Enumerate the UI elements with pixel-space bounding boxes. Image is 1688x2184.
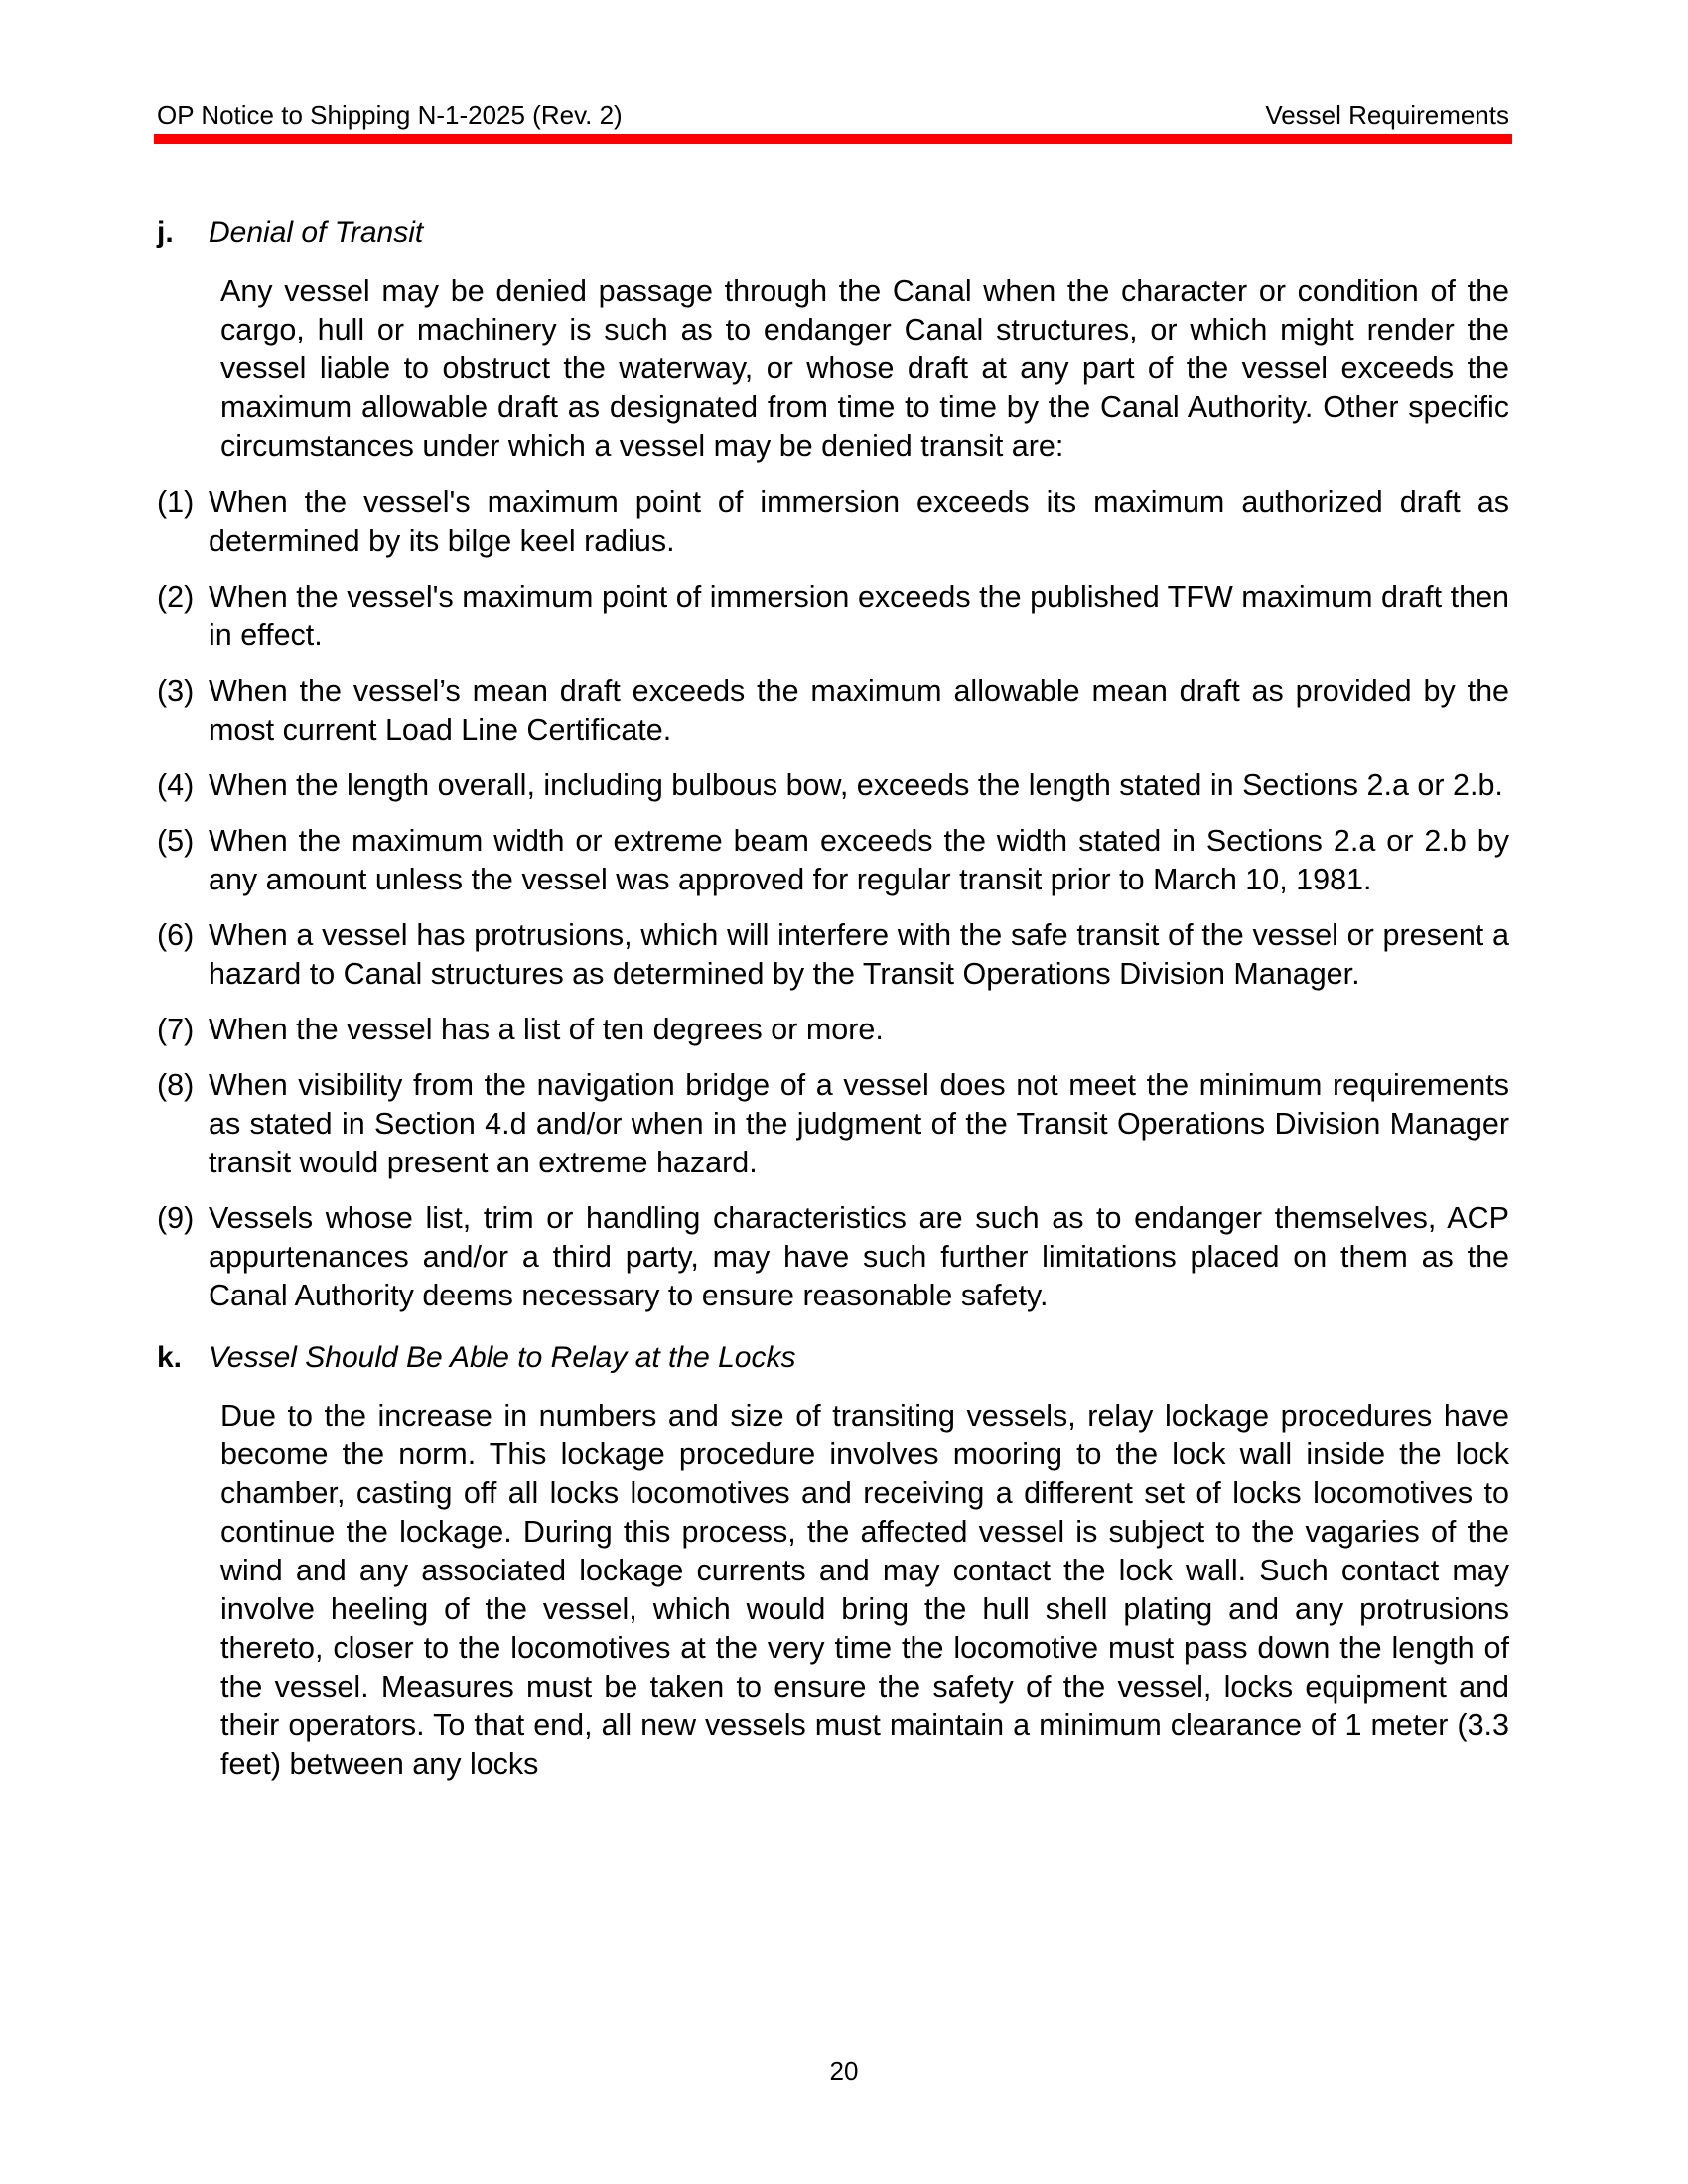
denial-criteria-list <box>157 483 1509 1315</box>
chapter-title: Vessel Requirements <box>1265 100 1509 130</box>
list-item-number: (2) <box>157 580 195 614</box>
list-item <box>157 822 1509 899</box>
list-item <box>157 672 1509 750</box>
list-item <box>157 578 1509 655</box>
list-item-number: (3) <box>157 674 195 708</box>
list-item-text: When the vessel's maximum point of immersion exceeds the published TFW maximum draft then in effect. <box>209 580 1509 652</box>
list-item-number: (6) <box>157 918 195 952</box>
page-body <box>157 212 1509 1802</box>
list-item <box>157 483 1509 561</box>
section-k-title: Vessel Should Be Able to Relay at the Locks <box>209 1341 796 1374</box>
section-k-body: Due to the increase in numbers and size of transiting vessels, relay lockage procedures have become the norm. This lockage procedure involves mooring to the lock wall inside the lock chamber, casting off all locks locomotives and receiving a different set of locks locomotives to continue the lockage. During this process, the affected vessel is subject to the vagaries of the wind and any associated lockage currents and may contact the lock wall. Such contact may involve heeling of the vessel, which would bring the hull shell plating and any protrusions thereto, closer to the locomotives at the very time the locomotive must pass down the length of the vessel. Measures must be taken to ensure the safety of the vessel, locks equipment and their operators. To that end, all new vessels must maintain a minimum clearance of 1 meter (3.3 feet) between any locks <box>220 1399 1509 1781</box>
header-divider <box>154 134 1512 144</box>
list-item-number: (4) <box>157 768 195 802</box>
list-item-text: When visibility from the navigation bridge of a vessel does not meet the minimum requirements as stated in Section 4.d and/or when in the judgment of the Transit Operations Division Manager transit would present an extreme hazard. <box>209 1068 1509 1179</box>
list-item-number: (9) <box>157 1201 195 1235</box>
list-item-text: When the length overall, including bulbous bow, exceeds the length stated in Sections 2.a or 2.b. <box>209 768 1503 802</box>
list-item-number: (1) <box>157 485 195 519</box>
document-title: OP Notice to Shipping N-1-2025 (Rev. 2) <box>157 100 623 130</box>
list-item-text: Vessels whose list, trim or handling characteristics are such as to endanger themselves, ACP appurtenances and/or a third party, may have such further limitations placed on them as the Canal Authority deems necessary to ensure reasonable safety. <box>209 1201 1509 1312</box>
list-item <box>157 1011 1509 1049</box>
list-item-number: (5) <box>157 824 195 858</box>
section-j-intro: Any vessel may be denied passage through the Canal when the character or condition of the cargo, hull or machinery is such as to endanger Canal structures, or which might render the vessel liable to obstruct the waterway, or whose draft at any part of the vessel exceeds the maximum allowable draft as designated from time to time by the Canal Authority. Other specific circumstances under which a vessel may be denied transit are: <box>220 274 1509 463</box>
section-j-heading <box>157 212 1509 254</box>
section-k-letter: k. <box>157 1341 183 1374</box>
page-header <box>157 97 1509 133</box>
list-item <box>157 1199 1509 1315</box>
page-number: 20 <box>829 2056 859 2086</box>
section-j-letter: j. <box>157 216 174 249</box>
list-item-text: When the maximum width or extreme beam exceeds the width stated in Sections 2.a or 2.b by any amount unless the vessel was approved for regular transit prior to March 10, 1981. <box>209 824 1509 896</box>
list-item-text: When the vessel has a list of ten degrees or more. <box>209 1013 884 1046</box>
section-j-title: Denial of Transit <box>209 216 424 249</box>
list-item <box>157 1066 1509 1182</box>
list-item <box>157 916 1509 994</box>
list-item-text: When the vessel's maximum point of immersion exceeds its maximum authorized draft as determined by its bilge keel radius. <box>209 485 1509 558</box>
list-item-text: When the vessel’s mean draft exceeds the maximum allowable mean draft as provided by the most current Load Line Certificate. <box>209 674 1509 747</box>
list-item-number: (8) <box>157 1068 195 1102</box>
section-k-heading <box>157 1337 1509 1379</box>
list-item <box>157 766 1509 805</box>
list-item-number: (7) <box>157 1013 195 1046</box>
list-item-text: When a vessel has protrusions, which will interfere with the safe transit of the vessel or present a hazard to Canal structures as determined by the Transit Operations Division Manager. <box>209 918 1509 991</box>
